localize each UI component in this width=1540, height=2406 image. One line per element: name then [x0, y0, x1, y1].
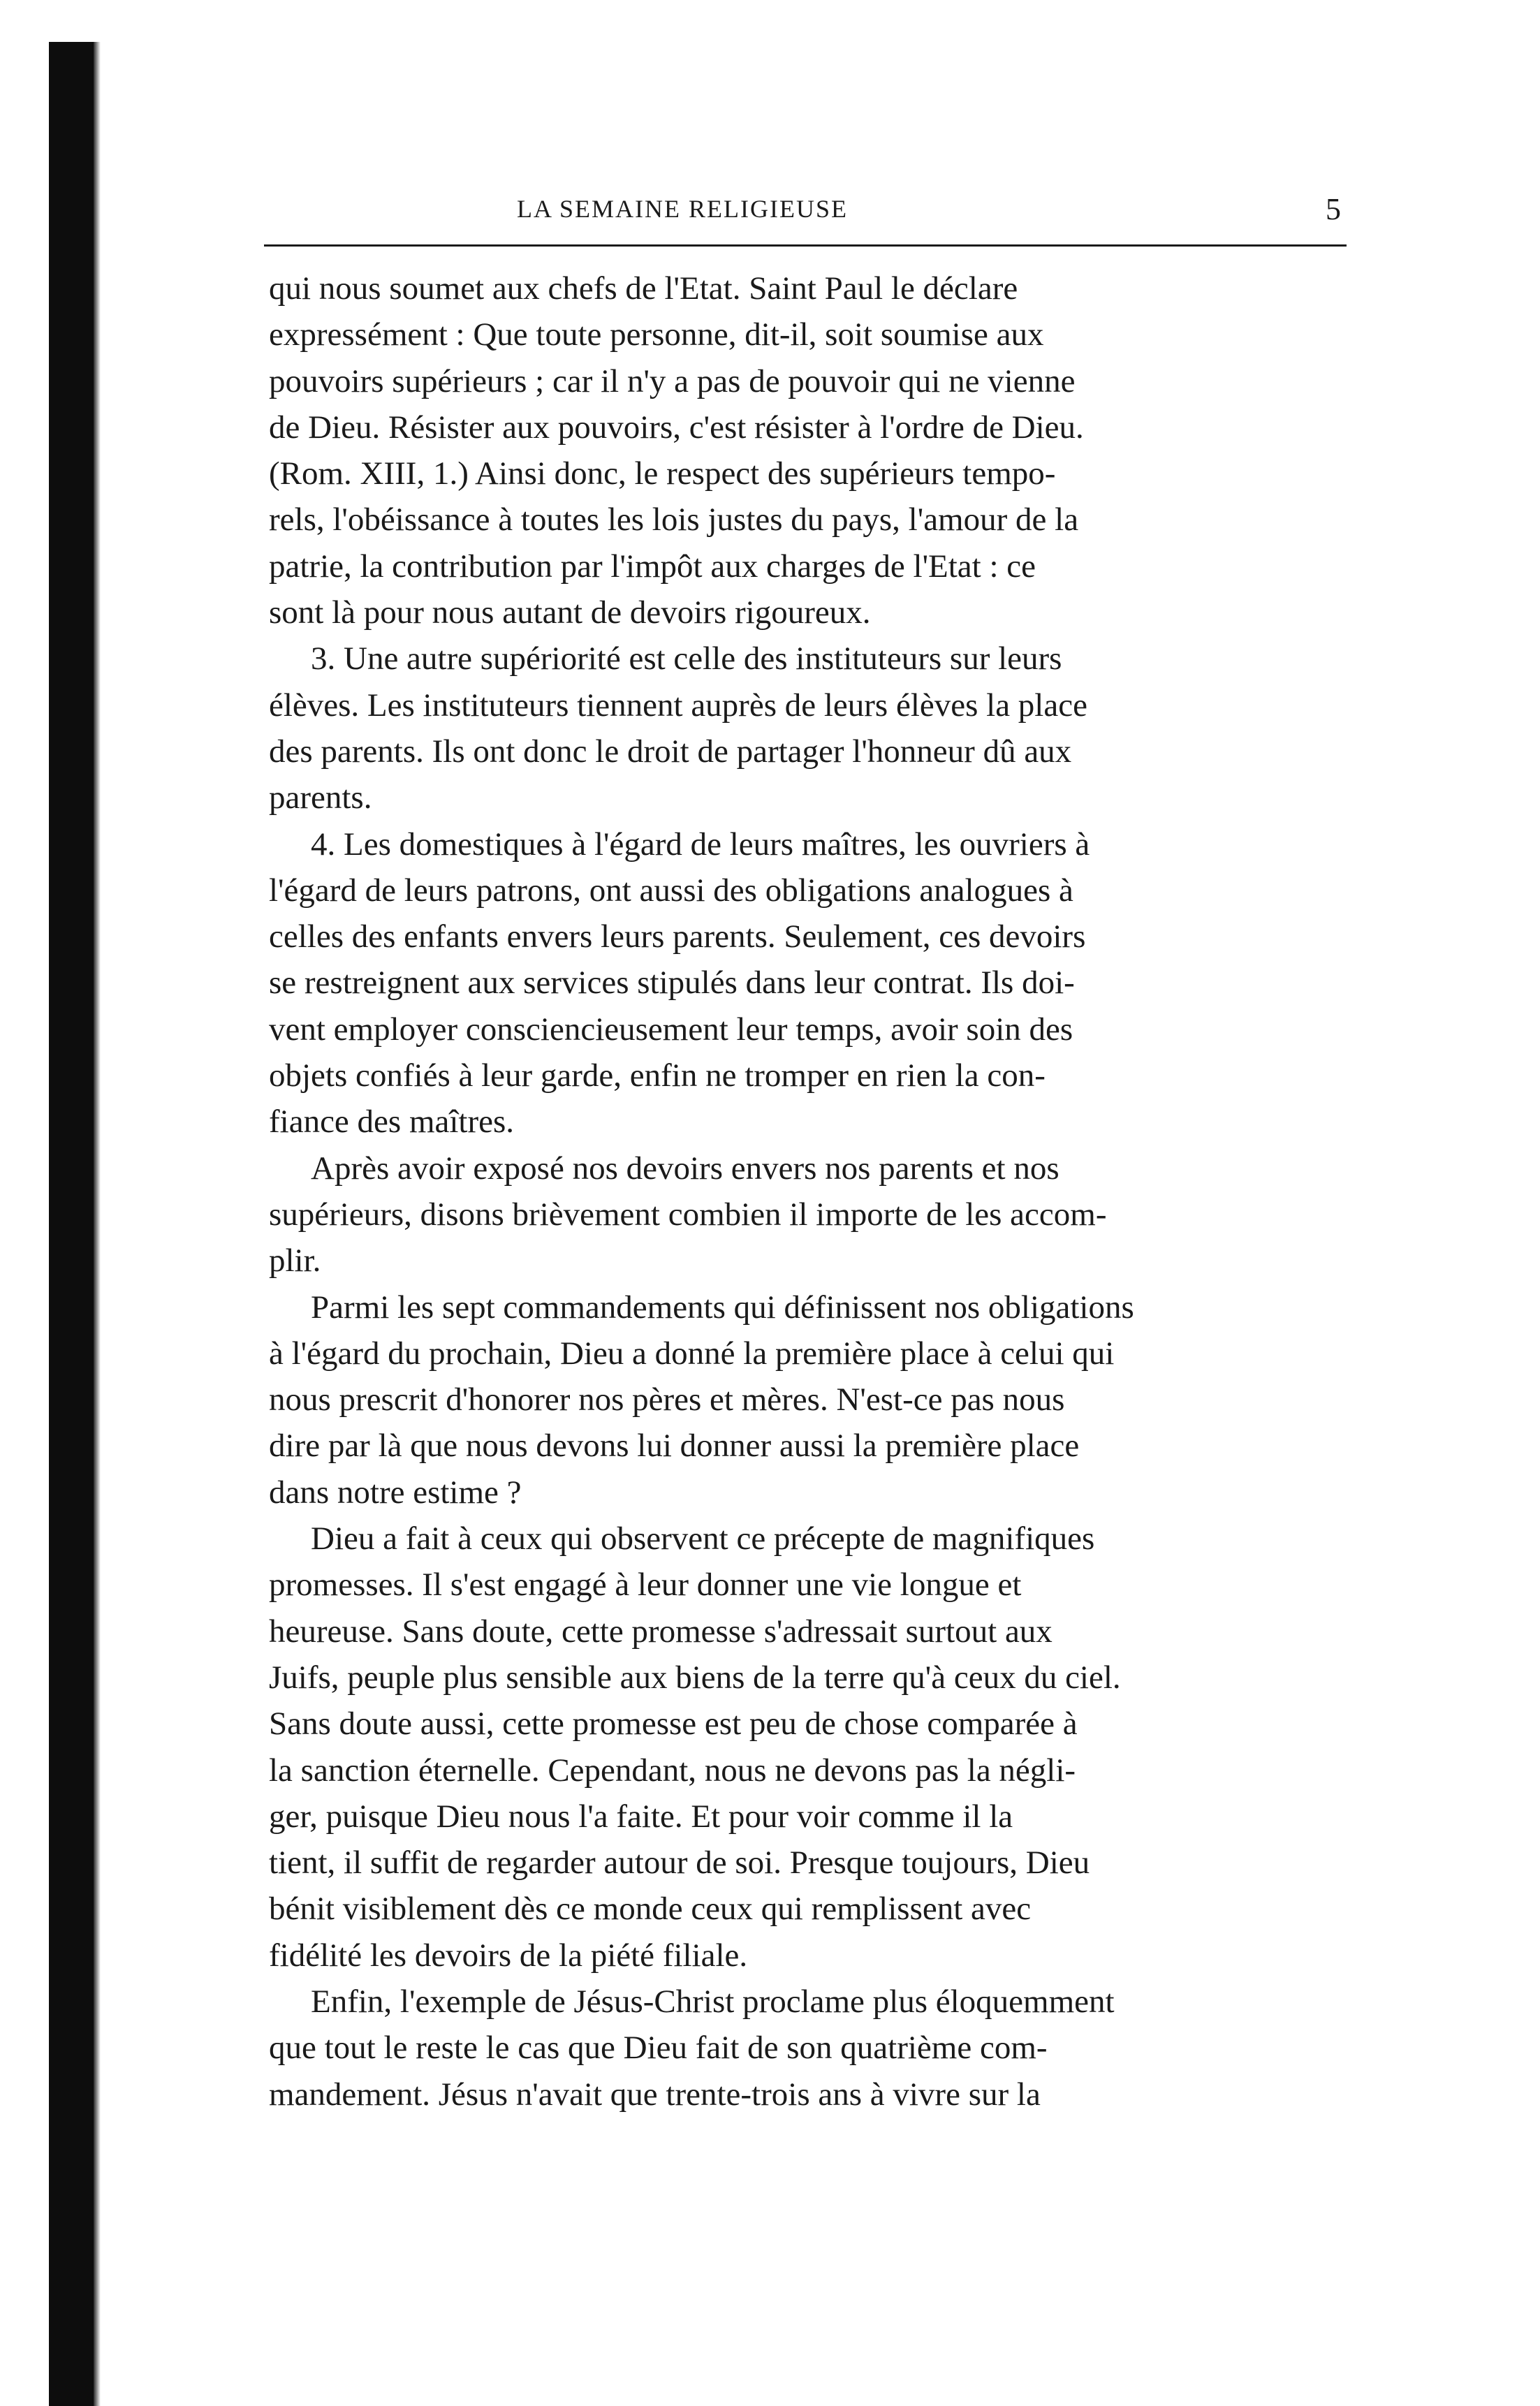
- text-line: élèves. Les instituteurs tiennent auprès de leurs élèves la place: [269, 687, 1087, 724]
- text-line: heureuse. Sans doute, cette promesse s'adressait surtout aux: [269, 1613, 1053, 1650]
- text-line: Dieu a fait à ceux qui observent ce précepte de magnifiques: [311, 1520, 1095, 1557]
- text-line: ger, puisque Dieu nous l'a faite. Et pour voir comme il la: [269, 1798, 1013, 1835]
- text-line: Sans doute aussi, cette promesse est peu de chose comparée à: [269, 1706, 1078, 1743]
- text-line: objets confiés à leur garde, enfin ne tromper en rien la con-: [269, 1057, 1046, 1094]
- text-line: rels, l'obéissance à toutes les lois justes du pays, l'amour de la: [269, 501, 1079, 538]
- text-line: expressément : Que toute personne, dit-il, soit soumise aux: [269, 316, 1044, 353]
- text-line: se restreignent aux services stipulés dans leur contrat. Ils doi-: [269, 964, 1075, 1002]
- text-line: tient, il suffit de regarder autour de soi. Presque toujours, Dieu: [269, 1844, 1090, 1881]
- running-title: LA SEMAINE RELIGIEUSE: [517, 195, 848, 223]
- book-spine-edge: [94, 42, 101, 2406]
- book-spine-shadow: [49, 42, 94, 2406]
- text-line: que tout le reste le cas que Dieu fait de son quatrième com-: [269, 2030, 1048, 2067]
- text-line: vent employer consciencieusement leur temps, avoir soin des: [269, 1011, 1073, 1048]
- text-line: promesses. Il s'est engagé à leur donner une vie longue et: [269, 1567, 1022, 1604]
- text-line: fidélité les devoirs de la piété filiale.: [269, 1937, 748, 1974]
- header-rule: [264, 244, 1347, 247]
- text-line: parents.: [269, 779, 372, 816]
- text-line: la sanction éternelle. Cependant, nous ne devons pas la négli-: [269, 1752, 1076, 1789]
- text-line: 3. Une autre supériorité est celle des instituteurs sur leurs: [311, 640, 1062, 677]
- text-line: 4. Les domestiques à l'égard de leurs maîtres, les ouvriers à: [311, 826, 1090, 863]
- text-line: mandement. Jésus n'avait que trente-trois ans à vivre sur la: [269, 2076, 1041, 2113]
- text-line: celles des enfants envers leurs parents. Seulement, ces devoirs: [269, 918, 1086, 955]
- text-line: sont là pour nous autant de devoirs rigoureux.: [269, 594, 871, 631]
- text-line: dire par là que nous devons lui donner aussi la première place: [269, 1428, 1080, 1465]
- text-line: l'égard de leurs patrons, ont aussi des obligations analogues à: [269, 872, 1073, 909]
- body-text: [269, 265, 1341, 2118]
- page-header: [269, 194, 1341, 236]
- text-line: de Dieu. Résister aux pouvoirs, c'est résister à l'ordre de Dieu.: [269, 409, 1084, 446]
- text-line: à l'égard du prochain, Dieu a donné la première place à celui qui: [269, 1335, 1115, 1372]
- text-line: bénit visiblement dès ce monde ceux qui remplissent avec: [269, 1891, 1032, 1928]
- text-line: Juifs, peuple plus sensible aux biens de la terre qu'à ceux du ciel.: [269, 1659, 1121, 1696]
- text-line: des parents. Ils ont donc le droit de partager l'honneur dû aux: [269, 733, 1072, 770]
- text-line: Après avoir exposé nos devoirs envers nos parents et nos: [311, 1150, 1059, 1187]
- text-line: Enfin, l'exemple de Jésus-Christ proclame plus éloquemment: [311, 1983, 1115, 2020]
- text-line: dans notre estime ?: [269, 1474, 522, 1511]
- text-line: qui nous soumet aux chefs de l'Etat. Saint Paul le déclare: [269, 270, 1018, 307]
- text-line: fiance des maîtres.: [269, 1103, 515, 1140]
- text-line: supérieurs, disons brièvement combien il importe de les accom-: [269, 1196, 1107, 1233]
- text-line: (Rom. XIII, 1.) Ainsi donc, le respect des supérieurs tempo-: [269, 455, 1056, 492]
- page-number: 5: [1326, 192, 1341, 226]
- text-line: nous prescrit d'honorer nos pères et mères. N'est-ce pas nous: [269, 1381, 1065, 1418]
- text-line: patrie, la contribution par l'impôt aux charges de l'Etat : ce: [269, 548, 1036, 585]
- text-line: pouvoirs supérieurs ; car il n'y a pas de pouvoir qui ne vienne: [269, 362, 1076, 399]
- text-line: plir.: [269, 1242, 321, 1279]
- text-line: Parmi les sept commandements qui définissent nos obligations: [311, 1289, 1134, 1326]
